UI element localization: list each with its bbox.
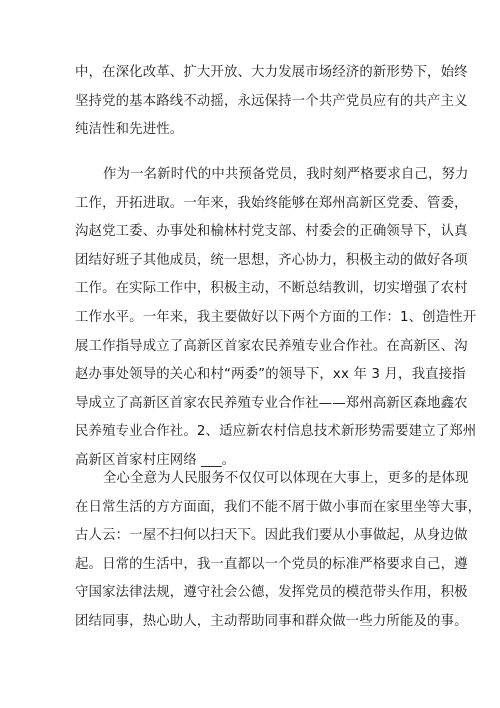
paragraph-line: 工作，开拓进取。一年来，我始终能够在郑州高新区党委、管委， (75, 195, 468, 211)
paragraph-line: 展工作指导成立了高新区首家农民养殖专业合作社。在高新区、沟 (75, 338, 468, 354)
paragraph-2 (75, 161, 477, 476)
paragraph-line: 古人云：一屋不扫何以扫天下。因此我们要从小事做起，从身边做 (75, 528, 468, 544)
paragraph-line: 团结好班子其他成员，统一思想，齐心协力，积极主动的做好各项 (75, 252, 468, 268)
paragraph-line: 团结同事，热心助人，主动帮助同事和群众做一些力所能及的事。 (75, 613, 468, 629)
paragraph-line: 起。日常的生活中，我一直都以一个党员的标准严格要求自己，遵 (75, 556, 468, 572)
paragraph-line: 作为一名新时代的中共预备党员，我时刻严格要求自己，努力 (103, 167, 469, 182)
paragraph-line: 守国家法律法规，遵守社会公德，发挥党员的模范带头作用，积极 (75, 585, 468, 601)
paragraph-line: 纯洁性和先进性。 (75, 122, 184, 138)
paragraph-line: 沟赵党工委、办事处和榆林村党支部、村委会的正确领导下，认真 (75, 224, 468, 240)
paragraph-line: 民养殖专业合作社。2、适应新农村信息技术新形势需要建立了郑州 (75, 424, 477, 440)
paragraph-line: 工作。在实际工作中，积极主动，不断总结教训，切实增强了农村 (75, 281, 468, 297)
paragraph-line: 在日常生活的方方面面，我们不能不屑于做小事而在家里坐等大事， (75, 499, 482, 515)
paragraph-line: 高新区首家村庄网络 ___。 (75, 452, 236, 468)
paragraph-line: 全心全意为人民服务不仅仅可以体现在大事上，更多的是体现 (103, 471, 469, 486)
paragraph-3 (75, 465, 482, 637)
paragraph-line: 坚持党的基本路线不动摇，永远保持一个共产党员应有的共产主义 (75, 93, 468, 109)
paragraph-line: 导成立了高新区首家农民养殖专业合作社——郑州高新区森地鑫农 (75, 395, 468, 411)
paragraph-line: 赵办事处领导的关心和村“两委”的领导下，xx 年 3 月，我直接指 (75, 367, 466, 383)
paragraph-1 (75, 59, 468, 145)
paragraph-line: 中，在深化改革、扩大开放、大力发展市场经济的新形势下，始终 (75, 65, 468, 80)
paragraph-line: 工作水平。一年来，我主要做好以下两个方面的工作：1、创造性开 (75, 309, 477, 325)
